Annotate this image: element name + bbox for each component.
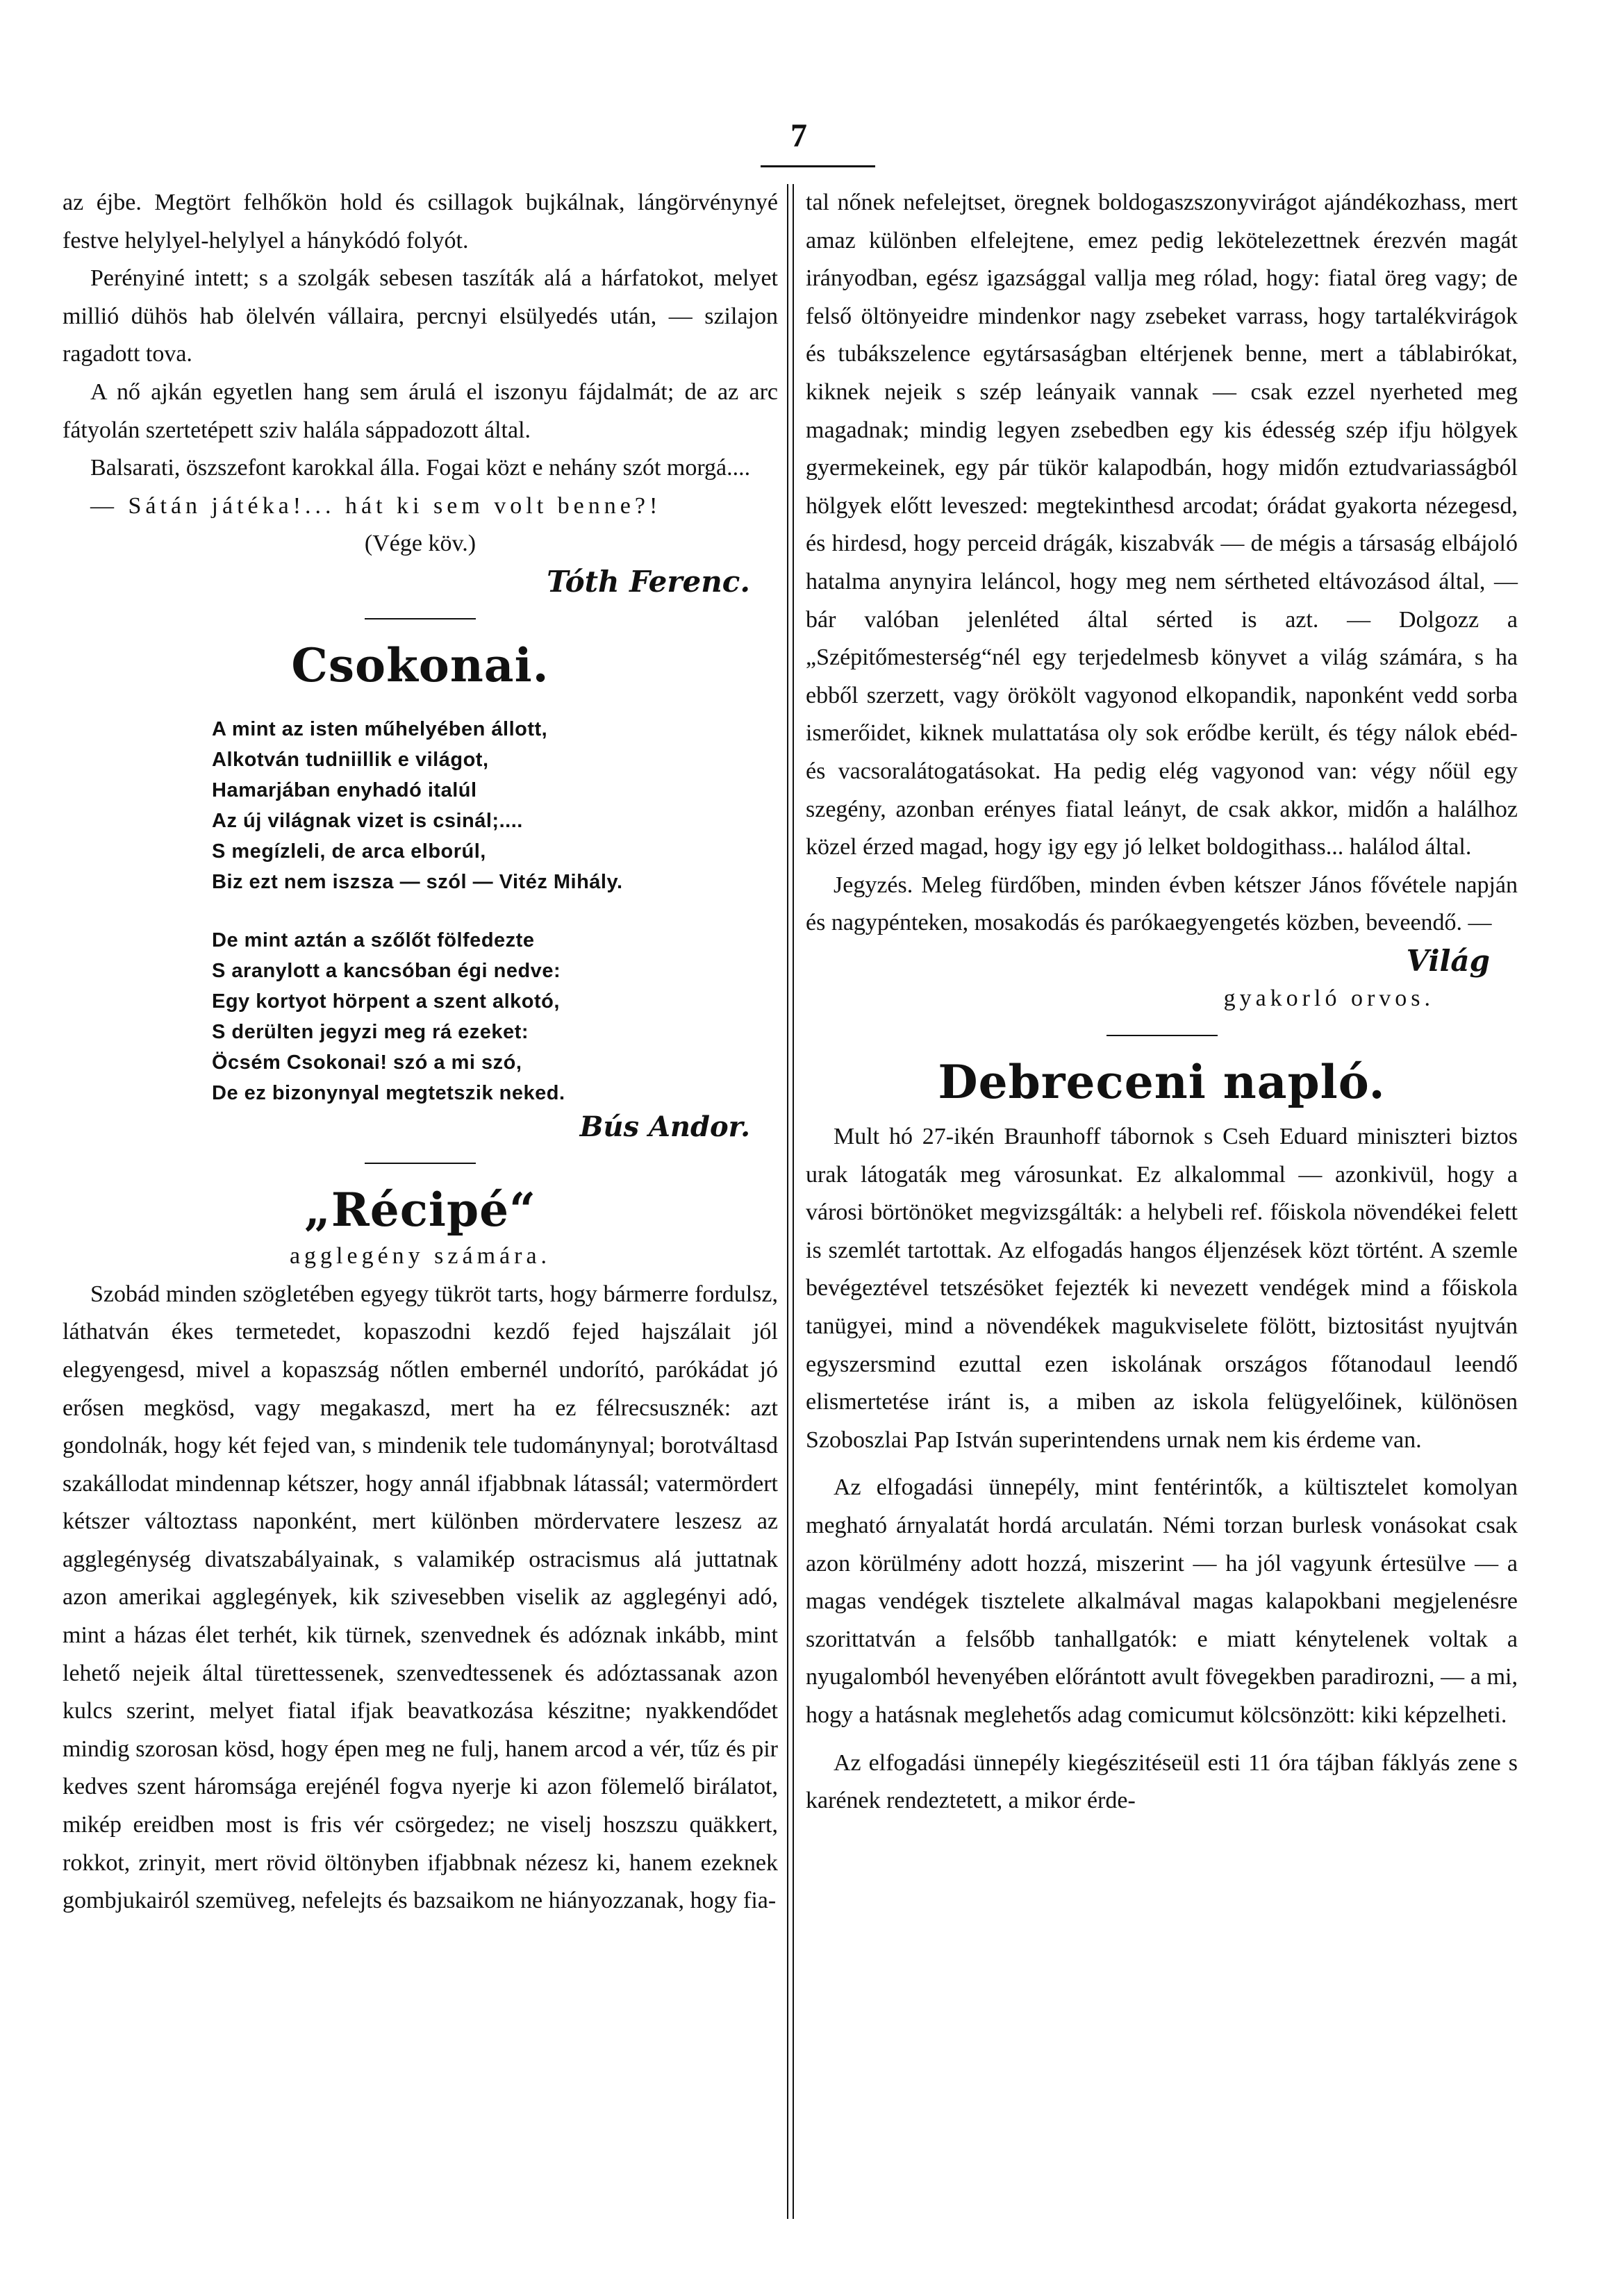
poem-line: Egy kortyot hörpent a szent alkotó, <box>212 990 560 1013</box>
recipe-note: Jegyzés. Meleg fürdőben, minden évben kétszer János fővétele napján és nagypénteken, mosakodás és parókaegyengetés közben, beveendő. — <box>806 872 1518 936</box>
poem-line: Biz ezt nem iszsza — szól — Vitéz Mihály. <box>212 870 623 893</box>
poem-line: S aranylott a kancsóban égi nedve: <box>212 959 561 982</box>
poem-line: Hamarjában enyhadó italúl <box>212 779 477 801</box>
diary-paragraph: Mult hó 27-ikén Braunhoff tábornok s Cseh Eduard miniszteri biztos urak látogaták meg városunkat. Ez alkalommal — azonkivül, hogy a városi börtönöket megvizsgálták: a helybeli ref. főiskola növendékei felett is szemlét tartottak. Az elfogadás hangos éljenzések közt történt. A szemle bevégeztével tetszésöket fejezték ki nevezett vendégek mind a főiskola tanügyei, mind a növendékek magukviselete fölött, biztositást nyujtván egyszersmind ezuttal ezen iskolának országos főtanodaul leendő elismertetése iránt is, a miben az iskola felügyelőinek, különösen Szoboszlai Pap István superintendens urnak nem kis érdeme van. <box>806 1124 1518 1453</box>
section-rule <box>365 1163 476 1164</box>
page-number: 7 <box>790 117 807 154</box>
author-signature: Tóth Ferenc. <box>547 564 750 599</box>
recipe-continuation: tal nőnek nefelejtset, öregnek boldogaszszonyvirágot ajándékozhass, mert amaz különben elfelejtene, emez pedig lekötelezettnek érezvén magát irányodban, egész igazsággal vallja meg rólad, hogy: fiatal öreg vagy; de felső öltönyeidre mindenkor nagy zsebeket varrass, hogy tartalékvirágok és tubákszelence egytársaságban eltérjenek benne, mert a táblabirókat, kiknek nejeik s szép leányaik vannak — csak ezzel nyerheted meg magadnak; mindig legyen zsebedben egy kis édesség szép ifju hölgyek gyermekeinek, egy pár tükör kalapodbán, hogy midőn eztudvariasságból hölgyek előtt leveszed: megtekinthesd arcodat; órádat gyakorta nézegesd, és hirdesd, hogy perceid drágák, kiszabvák — de mégis a társaság elbájoló hatalma anynyira leláncol, hogy meg nem sértheted eltávozásod által, — bár valóban jelenléted által sérted is azt. — Dolgozz a „Szépitőmesterség“nél egy terjedelmesb könyvet a világ számára, s ha ebből szerzett, vagy örökölt vagyonod elkopandik, naponként vedd sorba ismerőidet, kiknek mulattatása oly sok erődbe került, és tégy nálok ebéd- és vacsoralátogatásokat. Ha pedig elég vagyonod van: végy nőül egy szegény, azonban erényes fiatal leányt, de csak akkor, midőn a halálhoz közel érzed magad, hogy igy egy jó lelket boldogithass... halálod által. <box>806 190 1518 860</box>
recipe-title: „Récipé“ <box>304 1183 537 1238</box>
story-paragraph: Perényiné intett; s a szolgák sebesen taszíták alá a hárfatokot, melyet millió dühös hab ölelvén vállaira, percnyi elsülyedés után, — szilajon ragadott tova. <box>63 265 778 367</box>
poem-author: Bús Andor. <box>579 1110 750 1143</box>
diary-title: Debreceni napló. <box>938 1055 1386 1110</box>
poem-line: De mint aztán a szőlőt fölfedezte <box>212 929 535 951</box>
section-rule <box>365 618 476 619</box>
right-column <box>806 184 1518 1820</box>
recipe-author-title: gyakorló orvos. <box>1223 985 1434 1012</box>
section-rule <box>1106 1035 1218 1036</box>
poem-line: Öcsém Csokonai! szó a mi szó, <box>212 1051 522 1074</box>
column-divider <box>787 184 794 2219</box>
recipe-author: Világ <box>1406 943 1490 978</box>
recipe-subtitle: agglegény számára. <box>289 1243 552 1270</box>
poem-line: Alkotván tudniillik e világot, <box>212 748 489 771</box>
recipe-body: Szobád minden szögletében egyegy tükröt tarts, hogy bármerre fordulsz, láthatván ékes termetedet, kopaszodni kezdő fejed hajszálait jól elegyengesd, mivel a kopaszság nőtlen embernél undorító, parókádat jó erősen megkösd, vagy megakaszd, mert ha ez félrecsusznék: azt gondolnák, hogy két fejed van, s mindenik tele tudománynyal; borotváltasd szakállodat mindennap kétszer, hogy annál ifjabbnak látassál; vatermördert kétszer változtass naponként, mert különben mördervatere leszesz az agglegénység divatszabályainak, s valamikép ostracismus alá juttatnak azon amerikai agglegények, kik szivesebben viselik az agglegényi adó, mint a házas élet terhét, kik türnek, szenvednek és adóznak inkább, mint lehető nejeik által türettessenek, szenvedtessenek és adóztassanak azon kulcs szerint, melyet fiatal ifjak beavatkozása készitne; nyakkendődet mindig szorosan kösd, hogy épen meg ne fulj, hanem arcod a vér, tűz és pir kedves szent háromsága erejénél fogva nyerje ki azon fölemelő birálatot, mikép ereidben most is fris vér csörgedez; ne viselj hoszszu quäkkert, rokkot, zrinyit, mert rövid öltönyben ifjabbnak nézesz ki, hanem ezeknek gombjukairól szemüveg, nefelejts és bazsaikom ne hiányozzanak, hogy fia- <box>63 1281 778 1914</box>
to-be-continued: (Vége köv.) <box>364 531 476 557</box>
story-paragraph: az éjbe. Megtört felhőkön hold és csillagok bujkálnak, lángörvénynyé festve helylyel-helylyel a hánykódó folyót. <box>63 190 778 253</box>
diary-paragraph: Az elfogadási ünnepély kiegészitéseül esti 11 óra tájban fáklyás zene s karének rendeztetett, a mikor érde- <box>806 1749 1518 1814</box>
poem-line: A mint az isten műhelyében állott, <box>212 717 548 740</box>
diary-paragraph: Az elfogadási ünnepély, mint fentérintők, a kültisztelet komolyan megható árnyalatát hordá arculatán. Némi torzan burlesk vonásokat csak azon körülmény adott hozzá, miszerint — ha jól vagyunk értesülve — a magas vendégek tisztelete alkalmával magas kalapokbani megjelenésre szorittatván a felsőbb tanhallgatók: e miatt kénytelenek voltak a nyugalomból hevenyében előrántott avult fövegekben paradirozni, — a mi, hogy a hatásnak meglehetős adag comicumut kölcsönzött: kiki képzelheti. <box>806 1474 1518 1728</box>
header-rule <box>761 165 875 167</box>
poem-line: S megízleli, de arca elborúl, <box>212 840 486 863</box>
poem <box>63 714 778 1108</box>
poem-line: De ez bizonynyal megtetszik neked. <box>212 1081 565 1104</box>
poem-line: Az új világnak vizet is csinál;.... <box>212 809 523 832</box>
poem-line: S derülten jegyzi meg rá ezeket: <box>212 1020 529 1043</box>
story-paragraph: Balsarati, öszszefont karokkal álla. Fogai közt e nehány szót morgá.... <box>90 455 751 481</box>
poem-title: Csokonai. <box>291 638 549 692</box>
story-quote: — Sátán játéka!... hát ki sem volt benne?! <box>90 492 662 519</box>
left-column <box>63 184 778 1920</box>
story-paragraph: A nő ajkán egyetlen hang sem árulá el iszonyu fájdalmát; de az arc fátyolán szertetépett sziv halála sáppadozott által. <box>63 378 778 443</box>
